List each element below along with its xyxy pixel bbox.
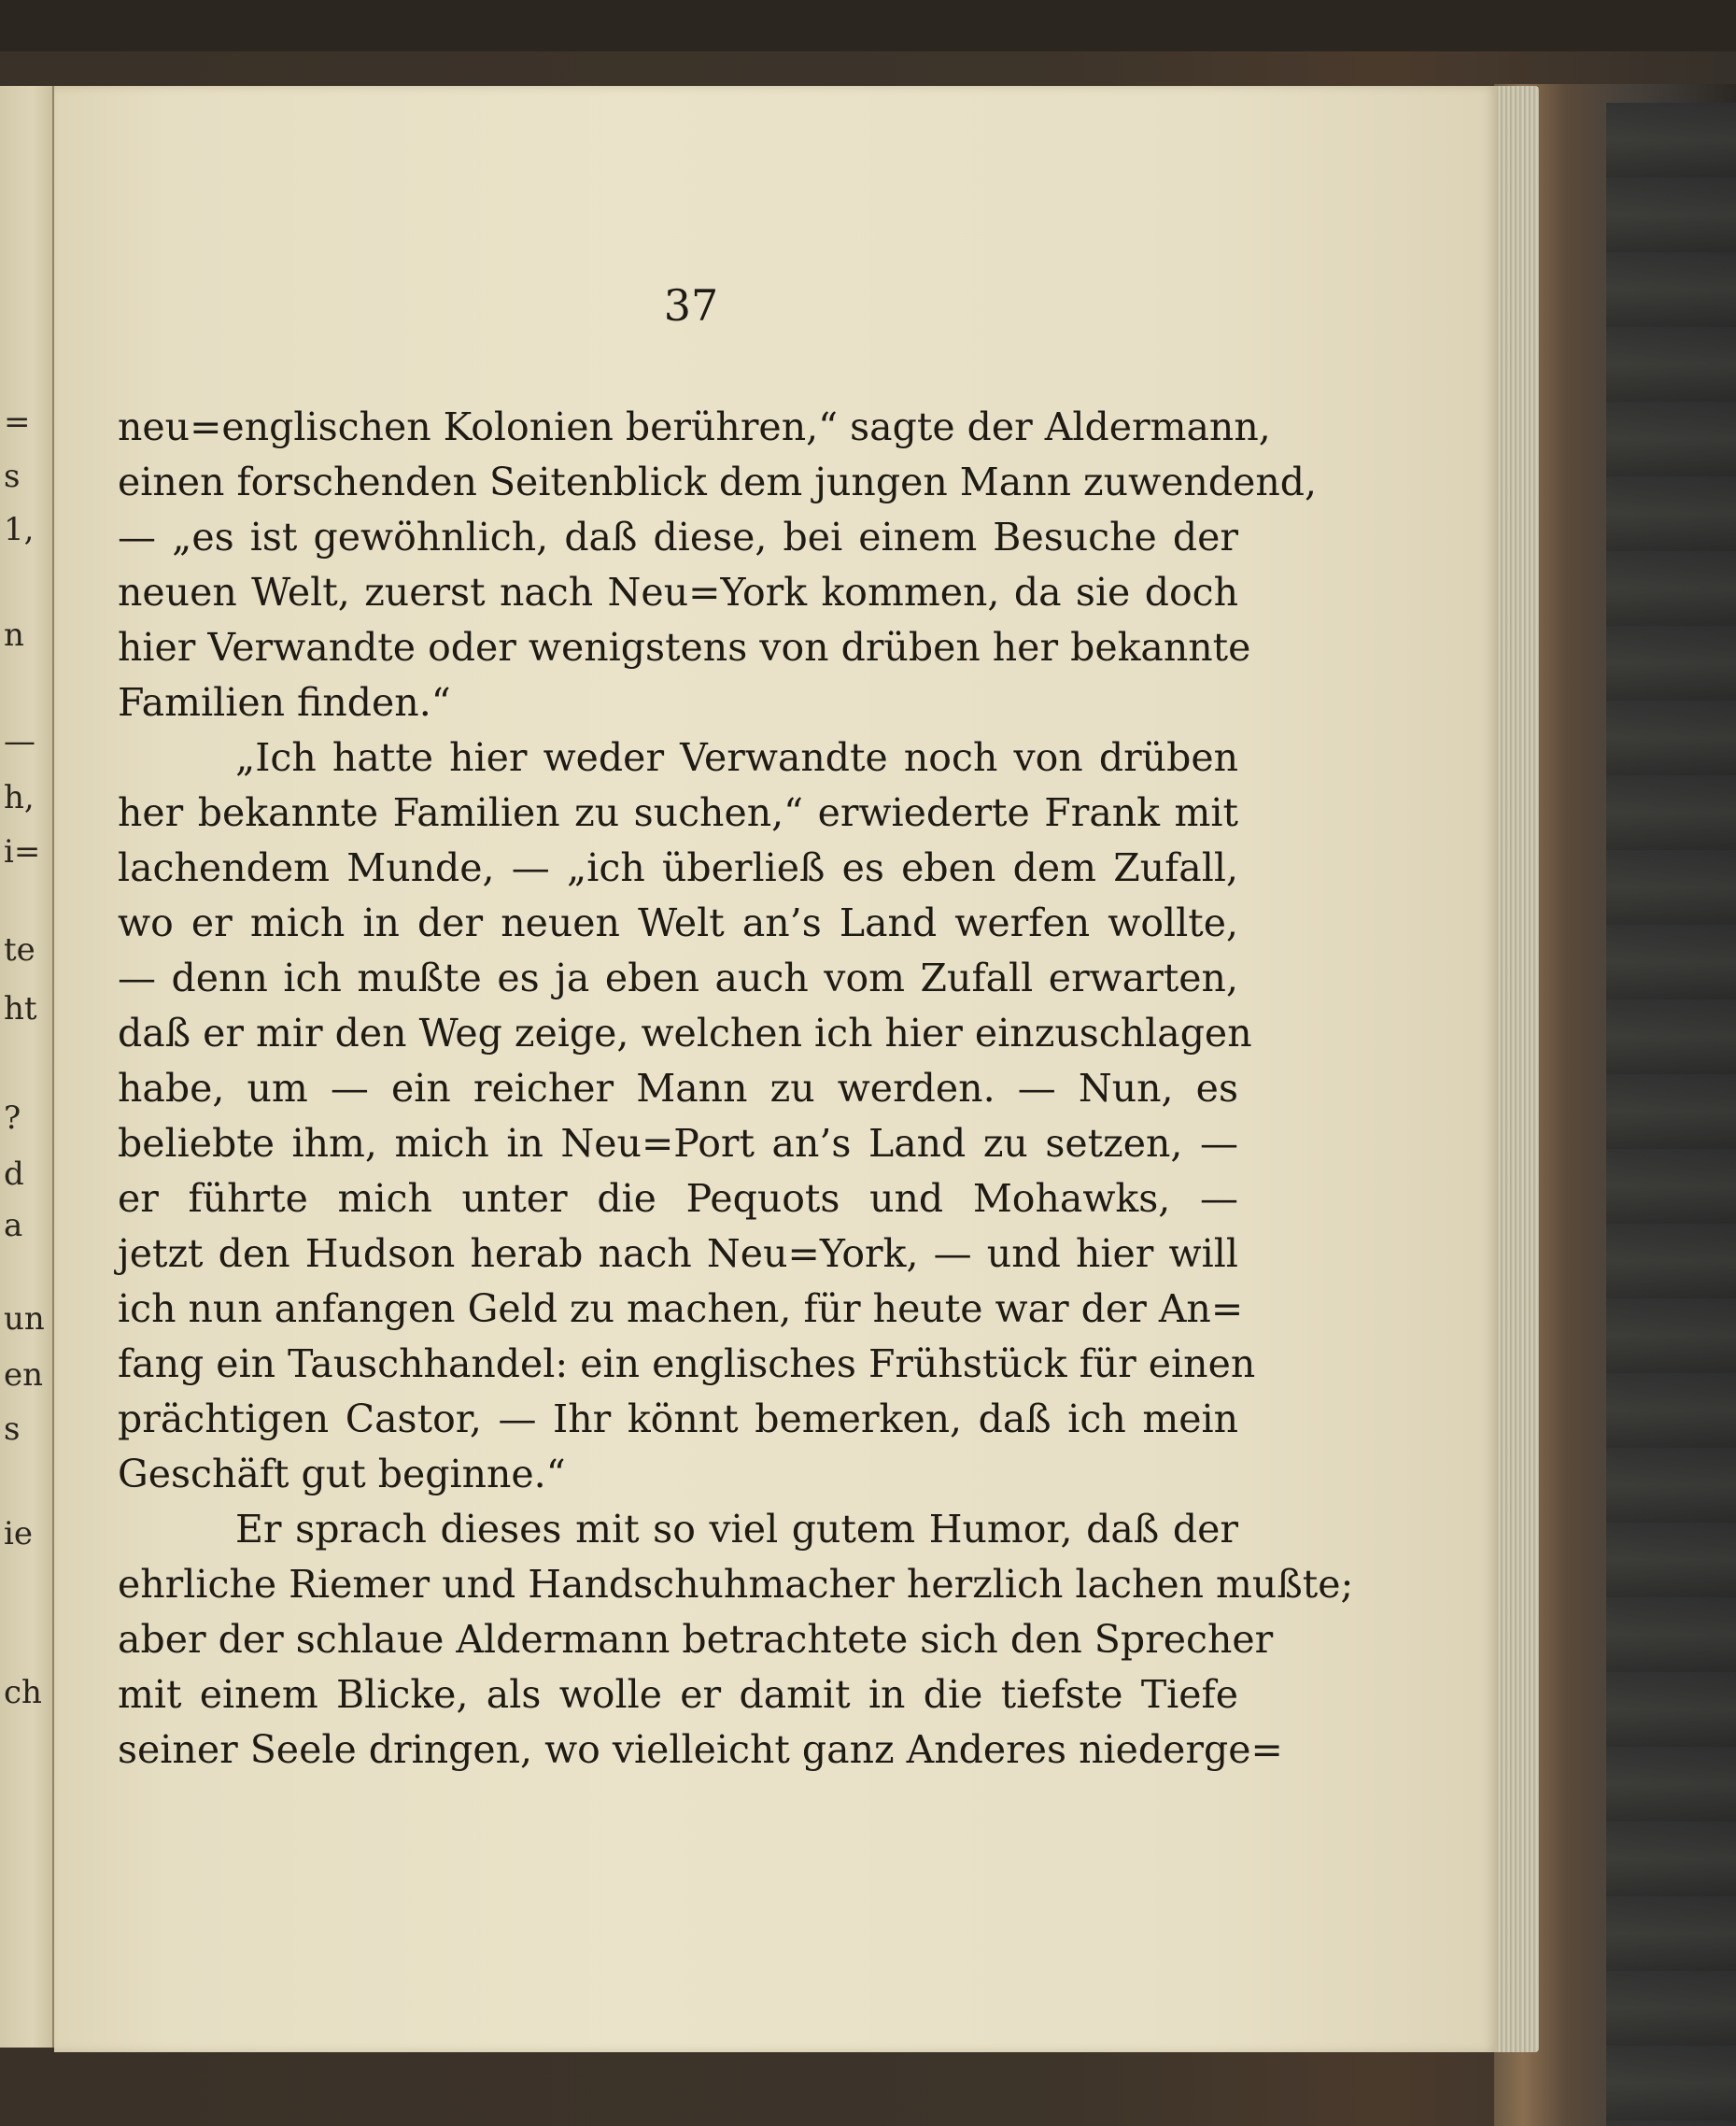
- left-page-fragment: ?: [4, 1099, 21, 1137]
- cover-board: [1606, 103, 1736, 2126]
- text-line: Familien finden.“: [118, 680, 451, 725]
- left-page-fragment: s: [4, 1410, 21, 1448]
- text-line: daß er mir den Weg zeige, welchen ich hier einzuschlagen: [118, 1011, 1252, 1056]
- text-line: ich nun anfangen Geld zu machen, für heute war der An=: [118, 1286, 1244, 1331]
- text-line: aber der schlaue Aldermann betrachtete sich den Sprecher: [118, 1617, 1274, 1662]
- text-line: — denn ich mußte es ja eben auch vom Zufall erwarten,: [118, 956, 1238, 1000]
- text-line: mit einem Blicke, als wolle er damit in die tiefste Tiefe: [118, 1672, 1238, 1717]
- left-page-fragment: ht: [4, 990, 37, 1028]
- left-page-fragment: h,: [4, 779, 35, 816]
- text-line: hier Verwandte oder wenigstens von drüben her bekannte: [118, 625, 1251, 670]
- text-line: er führte mich unter die Pequots und Mohawks, —: [118, 1176, 1238, 1221]
- left-page-fragment: 1,: [4, 511, 35, 548]
- left-page-fragment: ch: [4, 1674, 42, 1711]
- left-page-fragment: n: [4, 617, 24, 654]
- left-page-fragment: d: [4, 1155, 24, 1193]
- left-page-fragment: s: [4, 458, 21, 495]
- text-line: fang ein Tauschhandel: ein englisches Frühstück für einen: [118, 1341, 1256, 1386]
- text-line: wo er mich in der neuen Welt an’s Land werfen wollte,: [118, 900, 1238, 945]
- left-page-fragment: =: [4, 404, 31, 441]
- left-page-fragment: un: [4, 1300, 45, 1338]
- text-line: lachendem Munde, — „ich überließ es eben dem Zufall,: [118, 845, 1238, 890]
- text-line: jetzt den Hudson herab nach Neu=York, — und hier will: [118, 1231, 1238, 1276]
- page-number: 37: [663, 280, 719, 331]
- text-line: neu=englischen Kolonien berühren,“ sagte der Aldermann,: [118, 404, 1271, 449]
- text-line: habe, um — ein reicher Mann zu werden. — Nun, es: [118, 1066, 1238, 1111]
- left-page-fragment: i=: [4, 833, 41, 871]
- left-page-fragment: en: [4, 1356, 44, 1394]
- text-line: prächtigen Castor, — Ihr könnt bemerken, daß ich mein: [118, 1396, 1238, 1441]
- page-edges: [1492, 86, 1539, 2052]
- text-line: „Ich hatte hier weder Verwandte noch von drüben: [235, 735, 1238, 780]
- text-line: ehrliche Riemer und Handschuhmacher herzlich lachen mußte;: [118, 1562, 1354, 1607]
- left-page-fragment: ie: [4, 1515, 33, 1552]
- text-line: seiner Seele dringen, wo vielleicht ganz Anderes niederge=: [118, 1727, 1283, 1772]
- left-page-fragment: —: [4, 723, 35, 760]
- text-line: neuen Welt, zuerst nach Neu=York kommen, da sie doch: [118, 570, 1238, 615]
- text-line: einen forschenden Seitenblick dem jungen Mann zuwendend,: [118, 460, 1318, 504]
- text-line: — „es ist gewöhnlich, daß diese, bei einem Besuche der: [118, 515, 1238, 560]
- left-page-fragment: a: [4, 1207, 23, 1244]
- text-line: Er sprach dieses mit so viel gutem Humor, daß der: [235, 1507, 1238, 1552]
- left-page-fragment: te: [4, 931, 35, 969]
- page-text: [118, 400, 1354, 1778]
- text-line: Geschäft gut beginne.“: [118, 1452, 566, 1496]
- text-line: her bekannte Familien zu suchen,“ erwiederte Frank mit: [118, 790, 1238, 835]
- previous-page-edge: [0, 86, 54, 2048]
- text-line: beliebte ihm, mich in Neu=Port an’s Land zu setzen, —: [118, 1121, 1238, 1166]
